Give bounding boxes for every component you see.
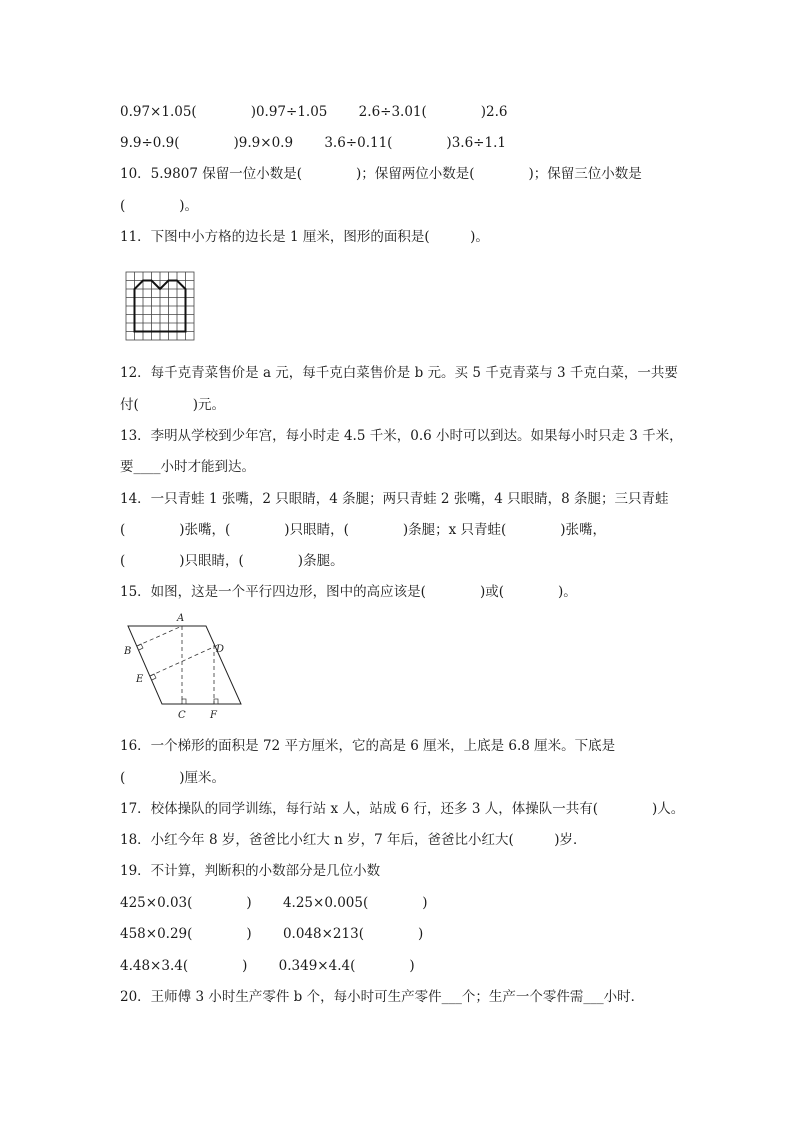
q11-grid-figure — [124, 270, 196, 342]
q14-text: 14．一只青蛙 1 张嘴，2 只眼睛，4 条腿；两只青蛙 2 张嘴，4 只眼睛，8 条腿；三只青蛙 — [120, 491, 669, 507]
q20-text: 20．王师傅 3 小时生产零件 b 个，每小时可生产零件___个；生产一个零件需___小时． — [120, 989, 645, 1005]
label-a: A — [177, 613, 185, 624]
q14-text-cont-1: ( )张嘴，( )只眼睛，( )条腿；x 只青蛙( )张嘴， — [120, 522, 607, 538]
q19-row-3: 4.48×3.4( ) 0.349×4.4( ) — [120, 958, 415, 974]
label-e: E — [136, 674, 144, 685]
label-d: D — [216, 644, 225, 655]
q13-text-cont: 要____小时才能到达。 — [120, 459, 255, 475]
q9-compare-row-1: 0.97×1.05( )0.97÷1.05 2.6÷3.01( )2.6 — [120, 104, 508, 120]
q12-text: 12．每千克青菜售价是 a 元，每千克白菜售价是 b 元。买 5 千克青菜与 3 千克白菜，一共要 — [120, 365, 678, 381]
q19-row-1: 425×0.03( ) 4.25×0.005( ) — [120, 895, 428, 911]
q16-text-cont: ( )厘米。 — [120, 770, 226, 786]
q19-text: 19．不计算，判断积的小数部分是几位小数 — [120, 863, 381, 879]
q15-parallelogram-figure — [124, 612, 249, 722]
q10-text: 10．5.9807 保留一位小数是( )；保留两位小数是( )；保留三位小数是 — [120, 166, 642, 182]
q19-row-2: 458×0.29( ) 0.048×213( ) — [120, 926, 424, 942]
q12-text-cont: 付( )元。 — [120, 397, 226, 413]
q14-text-cont-2: ( )只眼睛，( )条腿。 — [120, 553, 344, 569]
q9-compare-row-2: 9.9÷0.9( )9.9×0.9 3.6÷0.11( )3.6÷1.1 — [120, 135, 506, 151]
label-b: B — [124, 646, 132, 657]
q17-text: 17．校体操队的同学训练，每行站 x 人，站成 6 行，还多 3 人，体操队一共有( )人。 — [120, 801, 685, 817]
q18-text: 18．小红今年 8 岁，爸爸比小红大 n 岁，7 年后，爸爸比小红大( )岁． — [120, 832, 587, 848]
q11-text: 11．下图中小方格的边长是 1 厘米，图形的面积是( )。 — [120, 229, 489, 245]
q15-text: 15．如图，这是一个平行四边形，图中的高应该是( )或( )。 — [120, 584, 577, 600]
q13-text: 13．李明从学校到少年宫，每小时走 4.5 千米，0.6 小时可以到达。如果每小时只走 3 千米， — [120, 428, 683, 444]
q16-text: 16．一个梯形的面积是 72 平方厘米，它的高是 6 厘米，上底是 6.8 厘米。下底是 — [120, 738, 616, 754]
label-f: F — [210, 710, 217, 721]
label-c: C — [178, 710, 186, 721]
q10-text-cont: ( )。 — [120, 198, 199, 214]
